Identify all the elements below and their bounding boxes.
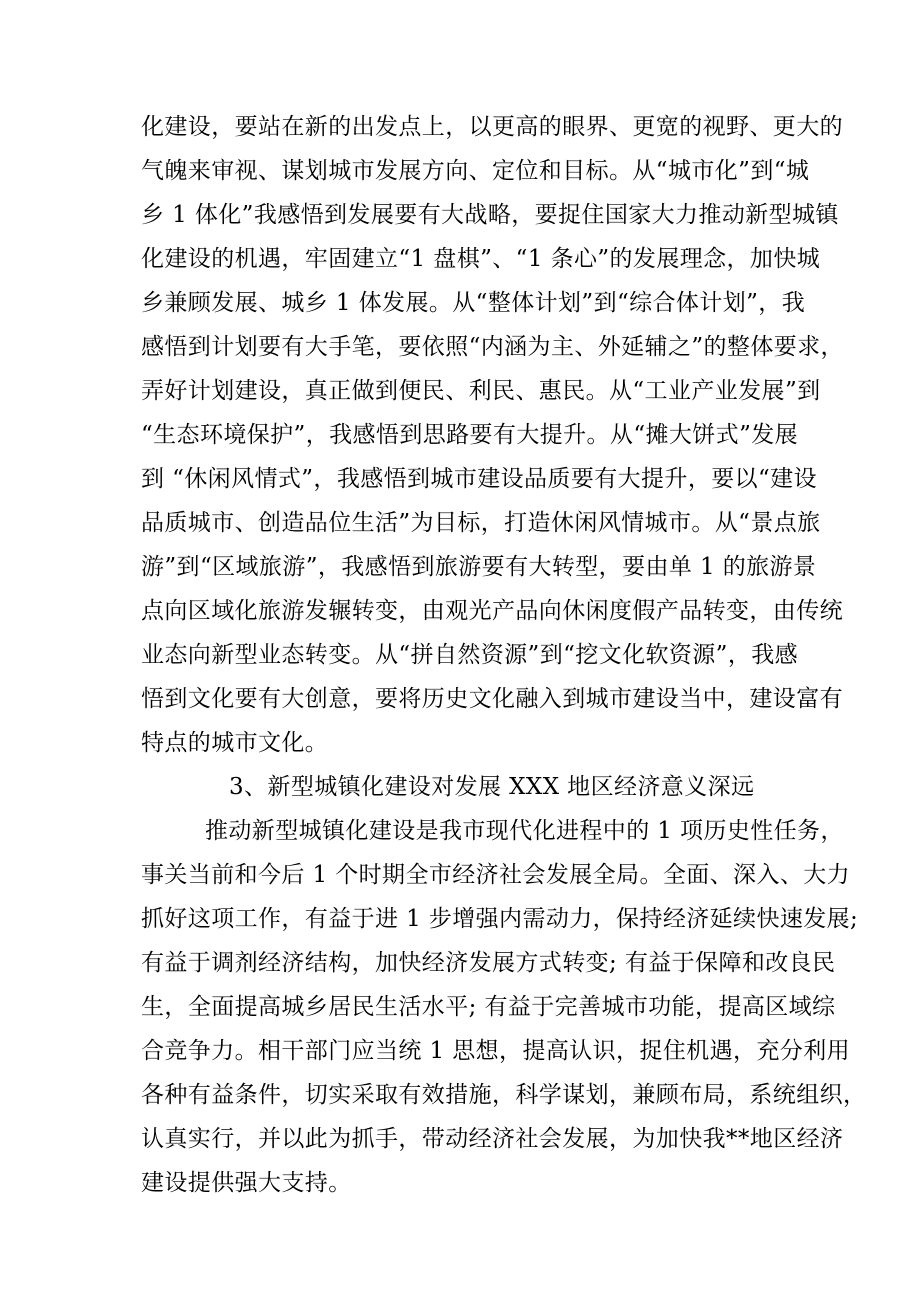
text-line: 建设提供强大支持。 bbox=[141, 1170, 352, 1196]
text-line: 弄好计划建设，真正做到便民、利民、惠民。从“工业产业发展”到 bbox=[141, 378, 821, 404]
text-line: 认真实行，并以此为抓手，带动经济社会发展，为加快我**地区经济 bbox=[141, 1126, 844, 1152]
text-line: 游”到“区域旅游”，我感悟到旅游要有大转型，要由单 1 的旅游景 bbox=[141, 554, 817, 580]
text-line: 特点的城市文化。 bbox=[141, 730, 329, 756]
text-line: 乡兼顾发展、城乡 1 体发展。从“整体计划”到“综合体计划”，我 bbox=[141, 290, 806, 316]
text-line: 有益于调剂经济结构，加快经济发展方式转变; 有益于保障和改良民 bbox=[141, 950, 836, 976]
text-line: 生，全面提高城乡居民生活水平; 有益于完善城市功能，提高区域综 bbox=[141, 994, 836, 1020]
text-line: “生态环境保护”，我感悟到思路要有大提升。从“摊大饼式”发展 bbox=[141, 422, 799, 448]
text-line: 到 “休闲风情式”，我感悟到城市建设品质要有大提升，要以“建设 bbox=[141, 466, 817, 492]
text-line: 品质城市、创造品位生活”为目标，打造休闲风情城市。从“景点旅 bbox=[141, 510, 821, 536]
text-line: 合竞争力。相干部门应当统 1 思想，提高认识，捉住机遇，充分利用 bbox=[141, 1038, 851, 1064]
text-line: 感悟到计划要有大手笔，要依照“内涵为主、外延辅之”的整体要求， bbox=[141, 334, 844, 360]
text-line: 化建设，要站在新的出发点上，以更高的眼界、更宽的视野、更大的 bbox=[141, 114, 843, 140]
paragraph-1 bbox=[141, 105, 844, 765]
text-line: 业态向新型业态转变。从“拼自然资源”到“挖文化软资源”，我感 bbox=[141, 642, 799, 668]
text-line: 悟到文化要有大创意，要将历史文化融入到城市建设当中，建设富有 bbox=[141, 686, 843, 712]
text-line: 乡 1 体化”我感悟到发展要有大战略，要捉住国家大力推动新型城镇 bbox=[141, 202, 839, 228]
text-line: 点向区域化旅游发辗转变，由观光产品向休闲度假产品转变，由传统 bbox=[141, 598, 843, 624]
text-line: 各种有益条件，切实采取有效措施，科学谋划，兼顾布局，系统组织， bbox=[141, 1082, 867, 1108]
text-line: 事关当前和今后 1 个时期全市经济社会发展全局。全面、深入、大力 bbox=[141, 862, 851, 888]
document-body bbox=[141, 105, 867, 1205]
text-line: 气魄来审视、谋划城市发展方向、定位和目标。从“城市化”到“城 bbox=[141, 158, 810, 184]
paragraph-2 bbox=[141, 809, 867, 1205]
section-heading: 3、新型城镇化建设对发展 XXX 地区经济意义深远 bbox=[229, 774, 755, 800]
text-line: 抓好这项工作，有益于进 1 步增强内需动力，保持经济延续快速发展; bbox=[141, 906, 859, 932]
text-line: 化建设的机遇，牢固建立“1 盘棋”、“1 条心”的发展理念，加快城 bbox=[141, 246, 821, 272]
text-line: 推动新型城镇化建设是我市现代化进程中的 1 项历史性任务， bbox=[205, 818, 844, 844]
